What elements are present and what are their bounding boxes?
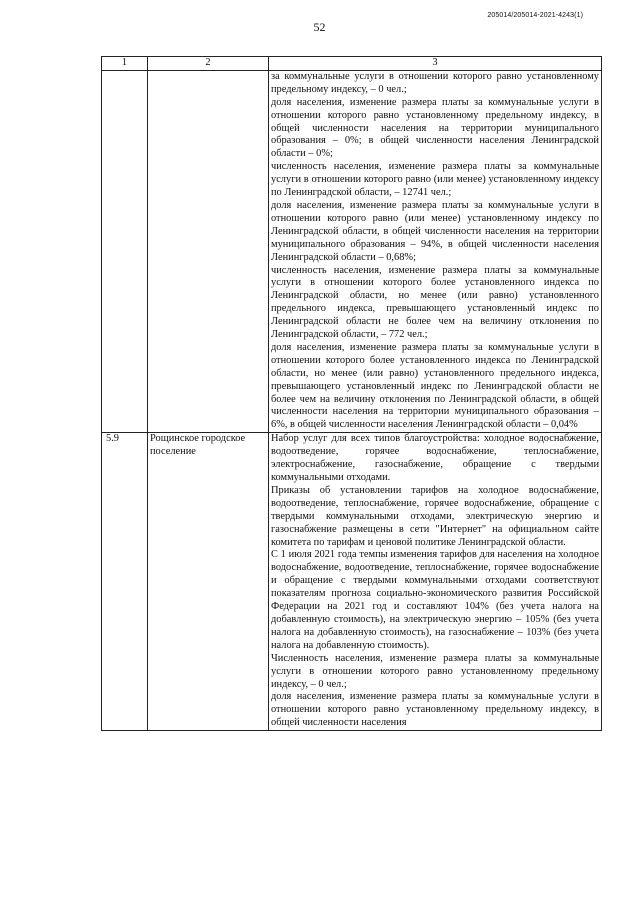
page-number: 52	[313, 20, 326, 34]
column-header: 2	[148, 57, 269, 71]
paragraph: численность населения, изменение размера платы за коммунальные услуги в отношении которого равно (или менее) установленному индексу по Ленинградской области, – 12741 чел.;	[271, 161, 599, 199]
data-table	[101, 56, 602, 731]
paragraph: Набор услуг для всех типов благоустройства: холодное водоснабжение, водоотведение, горячее водоснабжение, теплоснабжение, электроснабжение, газоснабжение, обращение с твердыми коммунальными отходами.	[271, 433, 599, 483]
paragraph: С 1 июля 2021 года темпы изменения тарифов для населения на холодное водоснабжение, водоотведение, теплоснабжение, горячее водоснабжение и обращение с твердыми коммунальными отходами соответствуют показателям прогноза социально-экономического развития Российской Федерации на 2021 год и составляют 104% (без учета налога на добавленную стоимость), на электрическую энергию – 105% (без учета налога на добавленную стоимость), на газоснабжение – 103% (без учета налога на добавленную стоимость).	[271, 549, 599, 651]
paragraph: Приказы об установлении тарифов на холодное водоснабжение, водоотведение, теплоснабжение, горячее водоснабжение, обращение с твердыми коммунальными отходами, электрическую энергию и газоснабжение размещены в сети "Интернет" на официальном сайте комитета по тарифам и ценовой политике Ленинградской области.	[271, 484, 599, 548]
paragraph: за коммунальные услуги в отношении которого равно установленному предельному индексу, – 0 чел.;	[271, 70, 599, 95]
paragraph: доля населения, изменение размера платы за коммунальные услуги в отношении которого равно (или менее) установленному индексу по Ленинградской области, в общей численности населения на территории муниципального образования – 94%, в общей численности населения Ленинградской области – 0,68%;	[271, 199, 599, 263]
column-header: 1	[102, 57, 148, 71]
paragraph: численность населения, изменение размера платы за коммунальные услуги в отношении которого более установленного индекса по Ленинградской области, но менее (или равно) установленного предельного индекса, превышающего установленный индекс по Ленинградской области не более чем на величину отклонения по Ленинградской области, – 772 чел.;	[271, 264, 599, 341]
document-id: 205014/205014-2021-4243(1)	[487, 12, 583, 19]
paragraph: доля населения, изменение размера платы за коммунальные услуги в отношении которого более установленного индекса по Ленинградской области, но менее (или равно) установленного предельного индекса, превышающего установленный индекс по Ленинградской области не более чем на величину отклонения по Ленинградской области, в общей численности населения на территории муниципального образования – 6%, в общей численности населения Ленинградской области – 0,04%	[271, 341, 599, 431]
row-number	[102, 70, 148, 432]
municipality-name	[148, 70, 269, 432]
paragraph: доля населения, изменение размера платы за коммунальные услуги в отношении которого равно установленному предельному индексу, в общей численности населения на территории муниципального образования – 0%; в общей численности населения Ленинградской области – 0%;	[271, 96, 599, 160]
paragraph: доля населения, изменение размера платы за коммунальные услуги в отношении которого равно установленному предельному индексу, в общей численности населения	[271, 691, 599, 729]
table-row	[102, 70, 602, 432]
municipality-name: Рощинское городское поселение	[148, 433, 269, 731]
row-number: 5.9	[102, 433, 148, 731]
column-header: 3	[269, 57, 602, 71]
table-header-row	[102, 57, 602, 71]
row-description	[269, 70, 602, 432]
paragraph: Численность населения, изменение размера платы за коммунальные услуги в отношении которого равно установленному предельному индексу, – 0 чел.;	[271, 652, 599, 690]
row-description	[269, 433, 602, 731]
table-row	[102, 433, 602, 731]
